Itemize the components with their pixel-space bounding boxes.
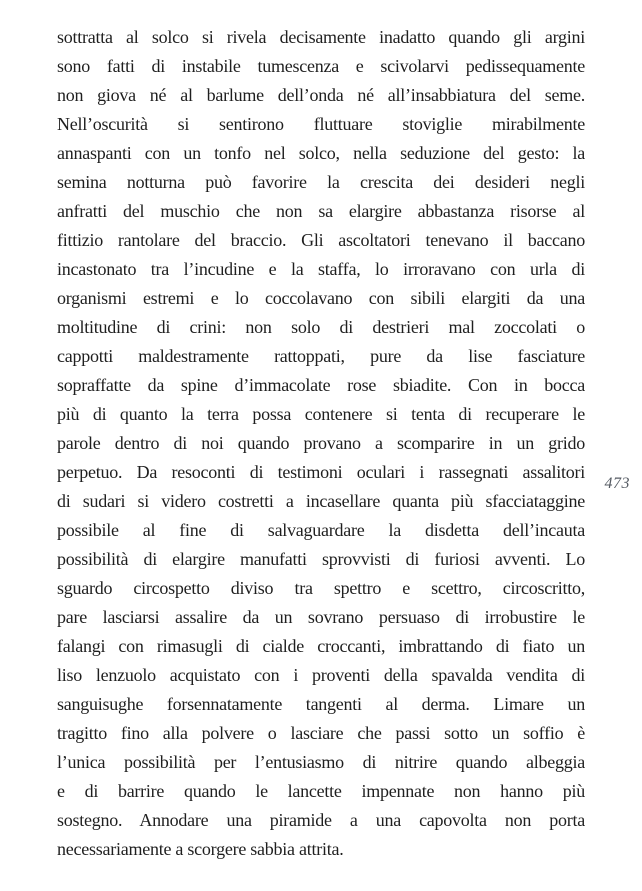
- page-number: 473: [604, 475, 630, 492]
- text-line: Nell’oscurità si sentirono fluttuare stoviglie mirabilmente: [57, 114, 585, 134]
- text-line: moltitudine di crini: non solo di destrieri mal zoccolati o: [57, 317, 585, 337]
- text-line: sono fatti di instabile tumescenza e scivolarvi pedissequamente: [57, 56, 585, 76]
- text-line: di sudari si videro costretti a incasellare quanta più sfacciataggine: [57, 491, 585, 511]
- text-line: parole dentro di noi quando provano a scomparire in un grido: [57, 433, 585, 453]
- text-line: e di barrire quando le lancette impennate non hanno più: [57, 781, 585, 801]
- text-line: sottratta al solco si rivela decisamente inadatto quando gli argini: [57, 27, 585, 47]
- body-text: [57, 23, 585, 864]
- text-line: l’unica possibilità per l’entusiasmo di nitrire quando albeggia: [57, 752, 585, 772]
- text-line: più di quanto la terra possa contenere si tenta di recuperare le: [57, 404, 585, 424]
- text-line: cappotti maldestramente rattoppati, pure da lise fasciature: [57, 346, 585, 366]
- text-line: annaspanti con un tonfo nel solco, nella seduzione del gesto: la: [57, 143, 585, 163]
- text-line: pare lasciarsi assalire da un sovrano persuaso di irrobustire le: [57, 607, 585, 627]
- text-line: possibile al fine di salvaguardare la disdetta dell’incauta: [57, 520, 585, 540]
- text-line: possibilità di elargire manufatti sprovvisti di furiosi avventi. Lo: [57, 549, 585, 569]
- text-line: sanguisughe forsennatamente tangenti al derma. Limare un: [57, 694, 585, 714]
- text-line: anfratti del muschio che non sa elargire abbastanza risorse al: [57, 201, 585, 221]
- text-line: non giova né al barlume dell’onda né all’insabbiatura del seme.: [57, 85, 585, 105]
- text-line: sopraffatte da spine d’immacolate rose sbiadite. Con in bocca: [57, 375, 585, 395]
- text-line: sguardo circospetto diviso tra spettro e scettro, circoscritto,: [57, 578, 585, 598]
- text-line: incastonato tra l’incudine e la staffa, lo irroravano con urla di: [57, 259, 585, 279]
- text-line: perpetuo. Da resoconti di testimoni oculari i rassegnati assalitori: [57, 462, 585, 482]
- text-line: fittizio rantolare del braccio. Gli ascoltatori tenevano il baccano: [57, 230, 585, 250]
- text-line: sostegno. Annodare una piramide a una capovolta non porta: [57, 810, 585, 830]
- text-line: liso lenzuolo acquistato con i proventi della spavalda vendita di: [57, 665, 585, 685]
- text-line: tragitto fino alla polvere o lasciare che passi sotto un soffio è: [57, 723, 585, 743]
- text-line: semina notturna può favorire la crescita dei desideri negli: [57, 172, 585, 192]
- text-line: falangi con rimasugli di cialde croccanti, imbrattando di fiato un: [57, 636, 585, 656]
- text-line: organismi estremi e lo coccolavano con sibili elargiti da una: [57, 288, 585, 308]
- text-line: necessariamente a scorgere sabbia attrita.: [57, 839, 344, 859]
